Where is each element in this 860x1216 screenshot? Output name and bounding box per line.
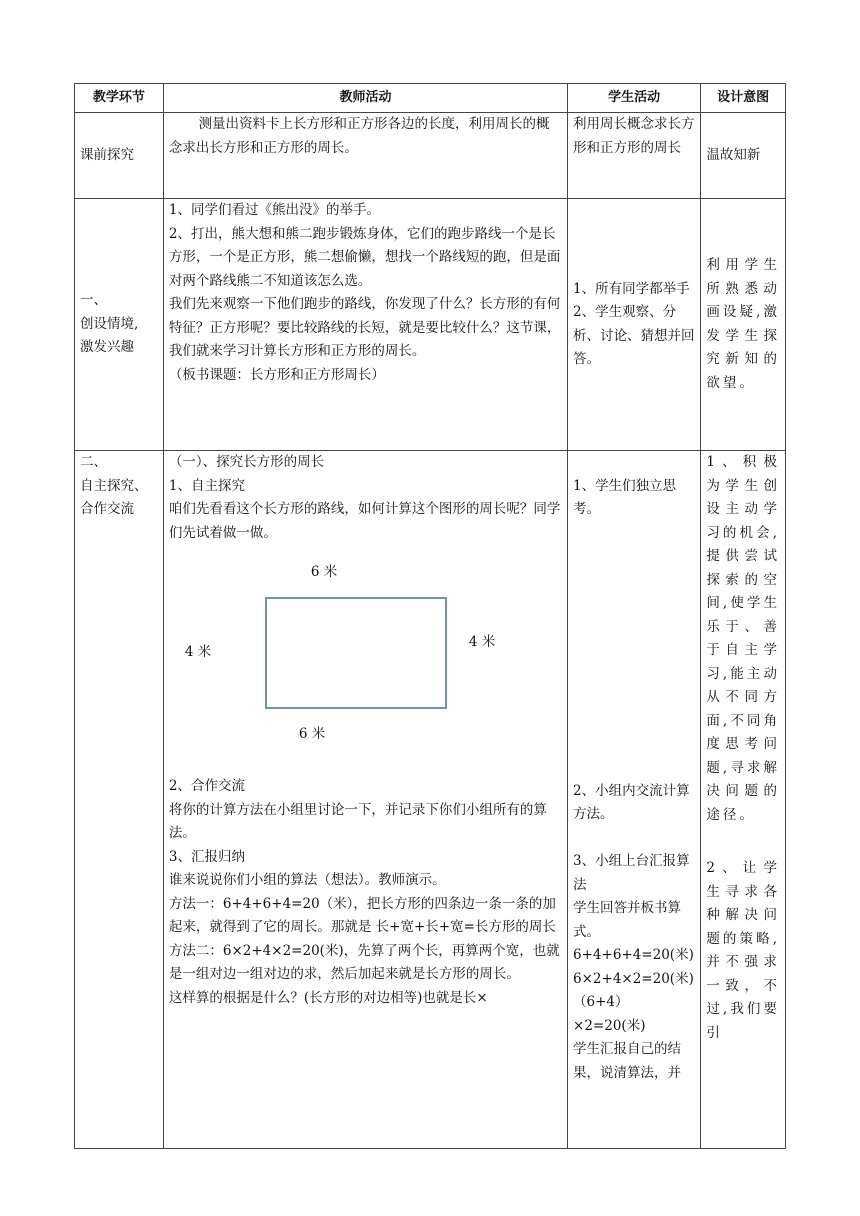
student-cell bbox=[568, 199, 701, 451]
teacher-text: 方法一：6+4+6+4=20（米），把长方形的四条边一条一条的加起来，就得到了它的周长。那就是 长+宽+长+宽=长方形的周长 bbox=[168, 895, 556, 935]
design-cell: 温故知新 bbox=[701, 113, 786, 199]
teacher-text: 方法二：6×2+4×2=20(米)，先算了两个长，再算两个宽，也就是一组对边一组对边的求，然后加起来就是长方形的周长。 bbox=[168, 942, 560, 982]
student-text: 利用周长概念求长方形和正方形的周长 bbox=[573, 116, 695, 156]
teacher-text: 咱们先看看这个长方形的路线，如何计算这个图形的周长呢？同学们先试着做一做。 bbox=[168, 501, 561, 541]
left-side-label: 4 米 bbox=[184, 644, 212, 660]
table-row bbox=[75, 451, 786, 1149]
rectangle-shape bbox=[265, 597, 447, 709]
stage-line: 合作交流 bbox=[80, 501, 134, 517]
stage-line: 二、 bbox=[80, 454, 107, 470]
header-design: 设计意图 bbox=[701, 84, 786, 113]
top-side-label: 6 米 bbox=[310, 564, 338, 580]
teacher-text: 2、合作交流 bbox=[168, 778, 245, 794]
stage-line: 一、 bbox=[80, 292, 107, 309]
student-text: 1、所有同学都举手 bbox=[573, 280, 690, 297]
student-cell bbox=[568, 113, 701, 199]
teacher-text: 1、同学们看过《熊出没》的举手。 bbox=[168, 202, 380, 218]
rectangle-figure bbox=[169, 545, 562, 775]
design-text: 1、积极为学生创设主动学习的机会,提供尝试探索的空间,使学生乐于、善于自主学习,能主动从不同方面,不同角度思考问题,寻求解决问题的途径。 bbox=[706, 454, 780, 823]
stage-cell: 课前探究 bbox=[75, 113, 164, 199]
stage-line: 激发兴趣 bbox=[80, 339, 134, 356]
lesson-plan-table bbox=[74, 83, 786, 1149]
teacher-cell bbox=[163, 451, 567, 1149]
header-student: 学生活动 bbox=[568, 84, 701, 113]
teacher-text: 将你的计算方法在小组里讨论一下，并记录下你们小组所有的算法。 bbox=[168, 801, 547, 841]
table-row bbox=[75, 113, 786, 199]
teacher-text: 测量出资料卡上长方形和正方形各边的长度，利用周长的概念求出长方形和正方形的周长。 bbox=[168, 116, 550, 156]
teacher-text: 3、汇报归纳 bbox=[168, 848, 245, 865]
teacher-text: 这样算的根据是什么？(长方形的对边相等)也就是长× bbox=[168, 989, 488, 1006]
teacher-cell bbox=[163, 199, 567, 451]
header-stage: 教学环节 bbox=[75, 84, 164, 113]
stage-line: 创设情境, bbox=[80, 315, 139, 332]
design-cell bbox=[701, 451, 786, 1149]
table-header-row bbox=[75, 84, 786, 113]
design-text: 2、让学生寻求各种解决问题的策略,并不强求一致，不过,我们要引 bbox=[706, 860, 780, 1041]
student-text: 3、小组上台汇报算法 bbox=[573, 853, 690, 893]
teacher-text: 1、自主探究 bbox=[168, 477, 245, 494]
teacher-text: （板书课题：长方形和正方形周长） bbox=[168, 366, 385, 383]
student-text: （6+4）×2=20(米) bbox=[573, 994, 646, 1034]
teacher-cell bbox=[163, 113, 567, 199]
student-text: 6×2+4×2=20(米) bbox=[573, 970, 694, 987]
teacher-text: 谁来说说你们小组的算法（想法）。教师演示。 bbox=[168, 872, 446, 888]
student-text: 2、学生观察、分析、讨论、猜想并回答。 bbox=[573, 304, 695, 367]
bottom-side-label: 6 米 bbox=[298, 726, 326, 742]
student-text: 学生回答并板书算式。 bbox=[573, 900, 682, 940]
student-text: 学生汇报自己的结果，说清算法，并 bbox=[573, 1041, 682, 1081]
stage-cell bbox=[75, 199, 164, 451]
student-text: 6+4+6+4=20(米) bbox=[573, 947, 694, 963]
teacher-text: 我们先来观察一下他们跑步的路线，你发现了什么？长方形的有何特征？正方形呢？要比较路线的长短，就是要比较什么？这节课，我们就来学习计算长方形和正方形的周长。 bbox=[168, 296, 561, 359]
teacher-text: 2、打出，熊大想和熊二跑步锻炼身体，它们的跑步路线一个是长方形，一个是正方形，熊二想偷懒，想找一个路线短的跑，但是面对两个路线熊二不知道该怎么选。 bbox=[168, 225, 561, 289]
student-text: 2、小组内交流计算方法。 bbox=[573, 782, 690, 822]
teacher-text: （一）、探究长方形的周长 bbox=[168, 454, 325, 470]
stage-cell bbox=[75, 451, 164, 1149]
table-row bbox=[75, 199, 786, 451]
right-side-label: 4 米 bbox=[468, 634, 496, 650]
header-teacher: 教师活动 bbox=[163, 84, 567, 113]
student-text: 1、学生们独立思考。 bbox=[573, 477, 677, 517]
design-cell: 利用学生所熟悉动画设疑,激发学生探究新知的欲望。 bbox=[701, 199, 786, 451]
stage-line: 自主探究、 bbox=[80, 477, 148, 494]
student-cell bbox=[568, 451, 701, 1149]
